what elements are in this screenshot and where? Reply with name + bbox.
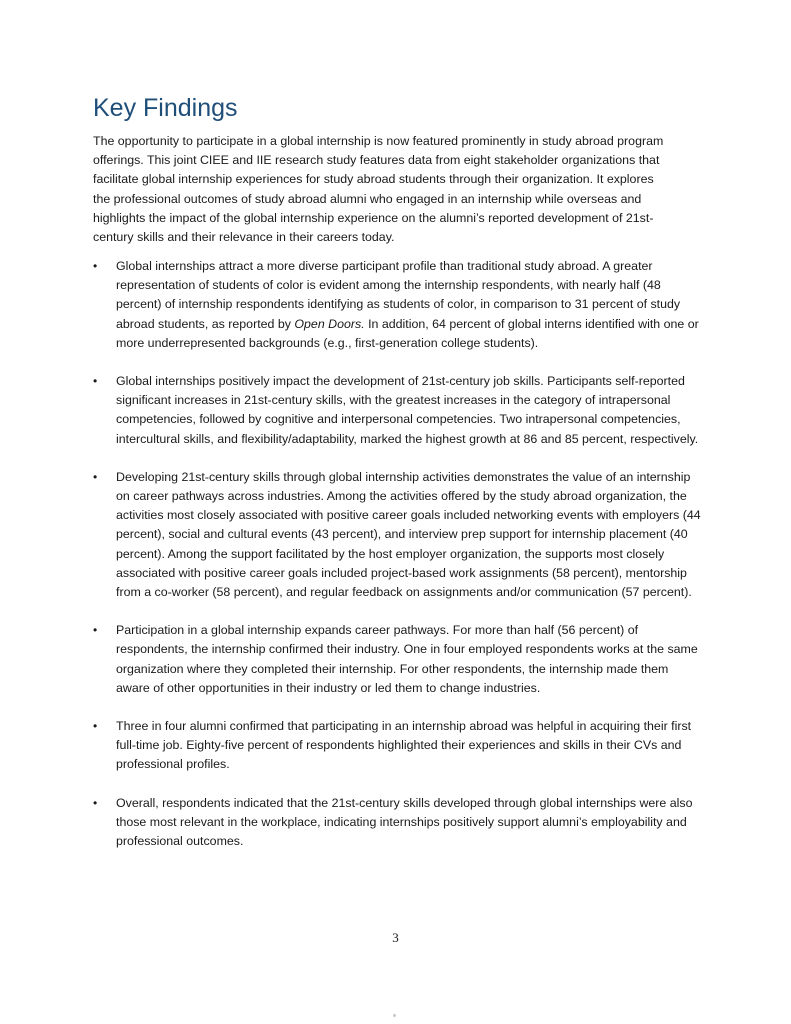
page-title: Key Findings <box>93 94 238 122</box>
finding-text: Global internships positively impact the development of 21st-century job skills. Participants self-reported significant increases in 21st-century skills, with the greatest increases in the category of intrapersonal competencies, followed by cognitive and interpersonal competencies. Two intrapersonal competencies, intercultural skills, and flexibility/adaptability, marked the highest growth at 86 and 85 percent, respectively. <box>116 374 699 446</box>
finding-item <box>93 621 703 698</box>
bullet-icon: • <box>93 623 98 638</box>
bullet-icon: • <box>93 374 98 389</box>
page-number: 3 <box>392 930 399 945</box>
finding-emphasis: Open Doors. <box>294 316 365 331</box>
finding-text: Global internships attract a more diverse participant profile than traditional study abroad. A greater representation of students of color is evident among the internship respondents, with nearly half (48 percent) of internship respondents identifying as students of color, in comparison to 31 percent of study abroad students, as reported by Open Doors. In addition, 64 percent of global interns identified with one or more underrepresented backgrounds (e.g., first-generation college students). <box>116 259 699 350</box>
finding-item <box>93 794 703 852</box>
finding-text: Participation in a global internship expands career pathways. For more than half (56 percent) of respondents, the internship confirmed their industry. One in four employed respondents works at the same organization where they completed their internship. For other respondents, the internship made them aware of other opportunities in their industry or led them to change industries. <box>116 623 698 695</box>
finding-text: Three in four alumni confirmed that participating in an internship abroad was helpful in acquiring their first full-time job. Eighty-five percent of respondents highlighted their experiences and skills in their CVs and professional profiles. <box>116 719 692 772</box>
bullet-icon: • <box>93 795 98 810</box>
finding-text: Developing 21st-century skills through global internship activities demonstrates the value of an internship on career pathways across industries. Among the activities offered by the study abroad organization, the activities most closely associated with positive career goals included networking events with employers (44 percent), social and cultural events (43 percent), and interview prep support for internship placement (40 percent). Among the support facilitated by the host employer organization, the supports most closely associated with positive career goals included project-based work assignments (58 percent), mentorship from a co-worker (58 percent), and regular feedback on assignments and/or communication (57 percent). <box>116 469 701 600</box>
bullet-icon: • <box>93 469 98 484</box>
finding-item <box>93 372 703 449</box>
findings-list <box>93 257 703 851</box>
finding-item <box>93 468 703 602</box>
finding-item <box>93 717 703 775</box>
finding-item <box>93 257 703 353</box>
finding-text: Overall, respondents indicated that the 21st-century skills developed through global internships were also those most relevant in the workplace, indicating internships positively support alumni’s employability and professional outcomes. <box>116 795 693 849</box>
footer-dot <box>393 1014 396 1017</box>
bullet-icon: • <box>93 719 98 734</box>
bullet-icon: • <box>93 259 98 273</box>
intro-paragraph: The opportunity to participate in a global internship is now featured prominently in study abroad program offerings. This joint CIEE and IIE research study features data from eight stakeholder organizations that facilitate global internship experiences for study abroad students through their organization. It explores the professional outcomes of study abroad alumni who engaged in an internship while overseas and highlights the impact of the global internship experience on the alumni’s reported development of 21st-century skills and their relevance in their careers today. <box>93 134 664 245</box>
